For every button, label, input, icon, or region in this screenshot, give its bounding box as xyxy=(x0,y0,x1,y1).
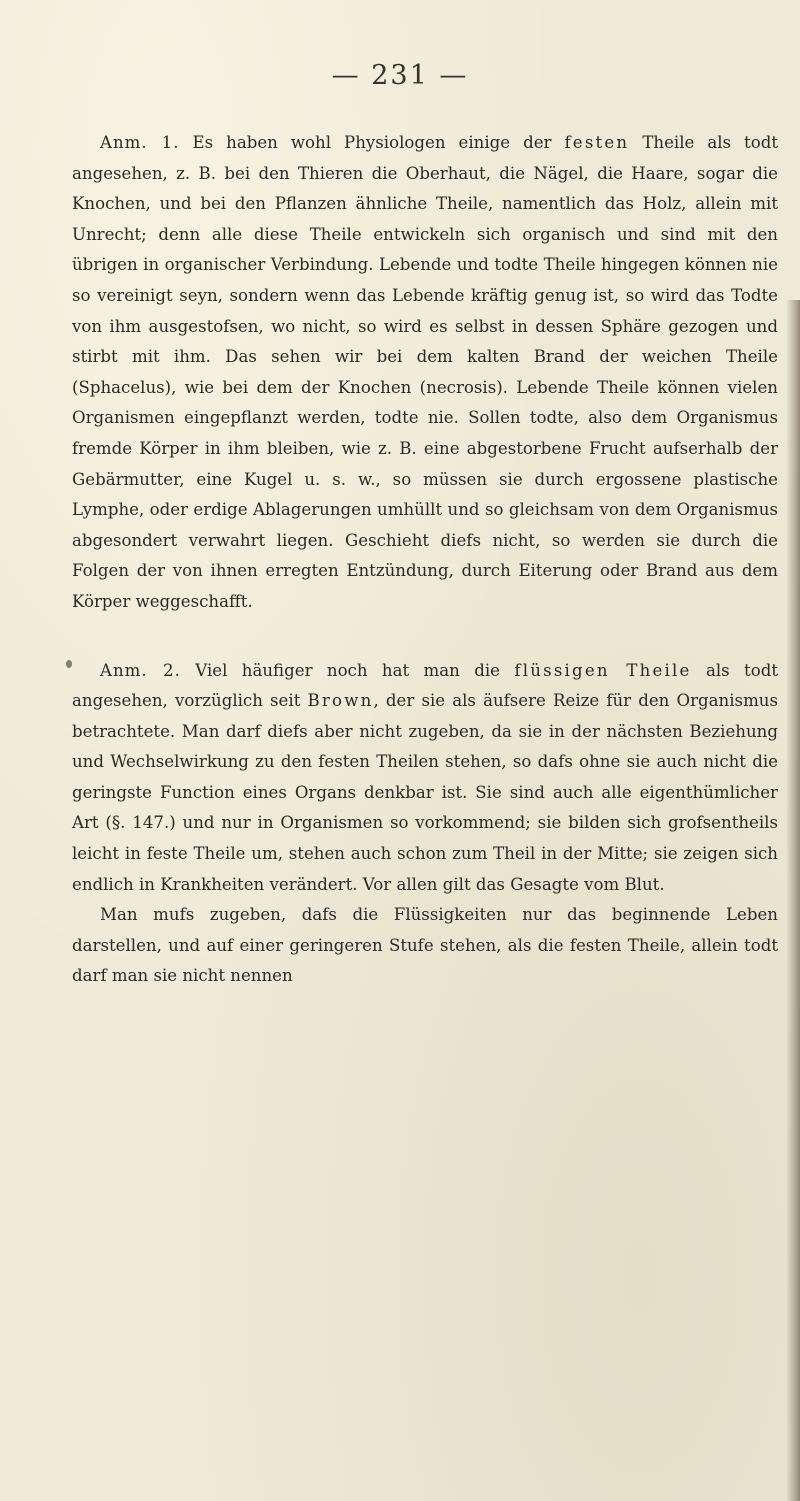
annotation-2-text-c: , der sie als äufsere Reize für den Organismus betrachtete. Man darf diefs aber nicht zugeben, da sie in der nächsten Beziehung und Wechselwirkung zu den festen Theilen stehen, so dafs ohne sie auch nicht die geringste Function eines Organs denkbar ist. Sie sind auch alle eigenthümlicher Art (§. 147.) und nur in Organismen so vorkommend; sie bilden sich grofsentheils leicht in feste Theile um, stehen auch schon zum Theil in der Mitte; sie zeigen sich endlich in Krankheiten verändert. Vor allen gilt das Gesagte vom Blut. xyxy=(72,691,779,894)
annotation-2 xyxy=(72,656,778,901)
annotation-1-label: Anm. 1. xyxy=(100,133,180,152)
page-edge-shadow xyxy=(786,300,800,1501)
annotation-2-text-b: als todt angesehen, vorzüglich seit xyxy=(72,660,779,711)
page-number: — 231 — xyxy=(331,60,469,91)
body-text xyxy=(72,128,778,992)
annotation-2-text-a: Viel häufiger noch hat man die xyxy=(180,660,515,680)
emphasis-brown: Brown xyxy=(307,691,374,711)
annotation-2-label: Anm. 2. xyxy=(100,660,181,680)
closing-paragraph: Man mufs zugeben, dafs die Flüssigkeiten nur das beginnende Leben darstellen, und auf einer geringeren Stufe stehen, als die festen Theile, allein todt darf man sie nicht nennen xyxy=(72,905,778,986)
annotation-1 xyxy=(72,128,778,618)
emphasis-festen: festen xyxy=(564,133,630,152)
annotation-1-text-b: Theile als todt angesehen, z. B. bei den Thieren die Oberhaut, die Nägel, die Haare, sogar die Knochen, und bei den Pflanzen ähnliche Theile, namentlich das Holz, allein mit Unrecht; denn alle diese Theile entwickeln sich organisch und sind mit den übrigen in organischer Verbindung. Lebende und todte Theile hingegen können nie so vereinigt seyn, sondern wenn das Lebende kräftig genug ist, so wird das Todte von ihm ausgestofsen, wo nicht, so wird es selbst in dessen Sphäre gezogen und stirbt mit ihm. Das sehen wir bei dem kalten Brand der weichen Theile (Sphacelus), wie bei dem der Knochen (necrosis). Lebende Theile können vielen Organismen eingepflanzt werden, todte nie. Sollen todte, also dem Organismus fremde Körper in ihm bleiben, wie z. B. eine abgestorbene Frucht aufserhalb der Gebärmutter, eine Kugel u. s. w., so müssen sie durch ergossene plastische Lymphe, oder erdige Ablagerungen umhüllt und so gleichsam von dem Organismus abgesondert verwahrt liegen. Geschieht diefs nicht, so werden sie durch die Folgen der von ihnen erregten Entzündung, durch Eiterung oder Brand aus dem Körper weggeschafft. xyxy=(72,133,778,611)
emphasis-fluessigen-theile: flüssigen Theile xyxy=(514,660,692,680)
annotation-1-text-a: Es haben wohl Physiologen einige der xyxy=(179,133,565,152)
ink-speck xyxy=(66,660,72,668)
